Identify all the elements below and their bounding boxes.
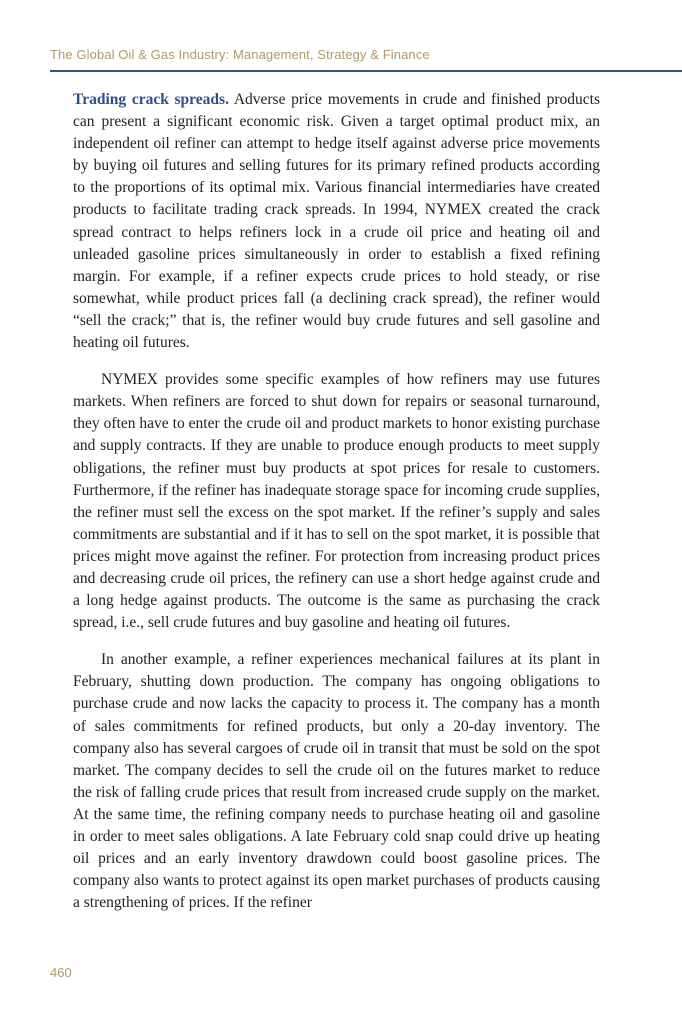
paragraph-3: In another example, a refiner experiences mechanical failures at its plant in February, shutting down production. The company has ongoing obligations to purchase crude and now lacks the capacity to process it. The company has a month of sales commitments for refined products, but only a 20-day inventory. The company also has several cargoes of crude oil in transit that must be sold on the spot market. The company decides to sell the crude oil on the futures market to reduce the risk of falling crude prices that result from increased crude supply on the market. At the same time, the refining company needs to purchase heating oil and gasoline in order to meet sales obligations. A late February cold snap could drive up heating oil prices and an early inventory drawdown could boost gasoline prices. The company also wants to protect against its open market purchases of products causing a strengthening of prices. If the refiner — [73, 651, 600, 912]
section-heading: Trading crack spreads. — [73, 91, 229, 108]
body-text — [73, 89, 600, 929]
paragraph-2: NYMEX provides some specific examples of how refiners may use futures markets. When refiners are forced to shut down for repairs or seasonal turnaround, they often have to enter the crude oil and product markets to honor existing purchase and supply contracts. If they are unable to produce enough products to meet supply obligations, the refiner must buy products at spot prices for resale to customers. Furthermore, if the refiner has inadequate storage space for incoming crude supplies, the refiner must sell the excess on the spot market. If the refiner’s supply and sales commitments are substantial and if it has to sell on the spot market, it is possible that prices might move against the refiner. For protection from increasing product prices and decreasing crude oil prices, the refinery can use a short hedge against crude and a long hedge against products. The outcome is the same as purchasing the crack spread, i.e., sell crude futures and buy gasoline and heating oil futures. — [73, 371, 600, 632]
running-header: The Global Oil & Gas Industry: Management, Strategy & Finance — [50, 47, 430, 62]
header-rule — [50, 70, 682, 72]
paragraph-1 — [73, 89, 600, 354]
page-number: 460 — [50, 965, 72, 980]
paragraph-1-text: Adverse price movements in crude and finished products can present a significant economic risk. Given a target optimal product mix, an independent oil refiner can attempt to hedge itself against adverse price movements by buying oil futures and selling futures for its primary refined products according to the proportions of its optimal mix. Various financial intermediaries have created products to facilitate trading crack spreads. In 1994, NYMEX created the crack spread contract to helps refiners lock in a crude oil price and heating oil and unleaded gasoline prices simultaneously in order to establish a fixed refining margin. For example, if a refiner expects crude prices to hold steady, or rise somewhat, while product prices fall (a declining crack spread), the refiner would “sell the crack;” that is, the refiner would buy crude futures and sell gasoline and heating oil futures. — [73, 91, 600, 352]
